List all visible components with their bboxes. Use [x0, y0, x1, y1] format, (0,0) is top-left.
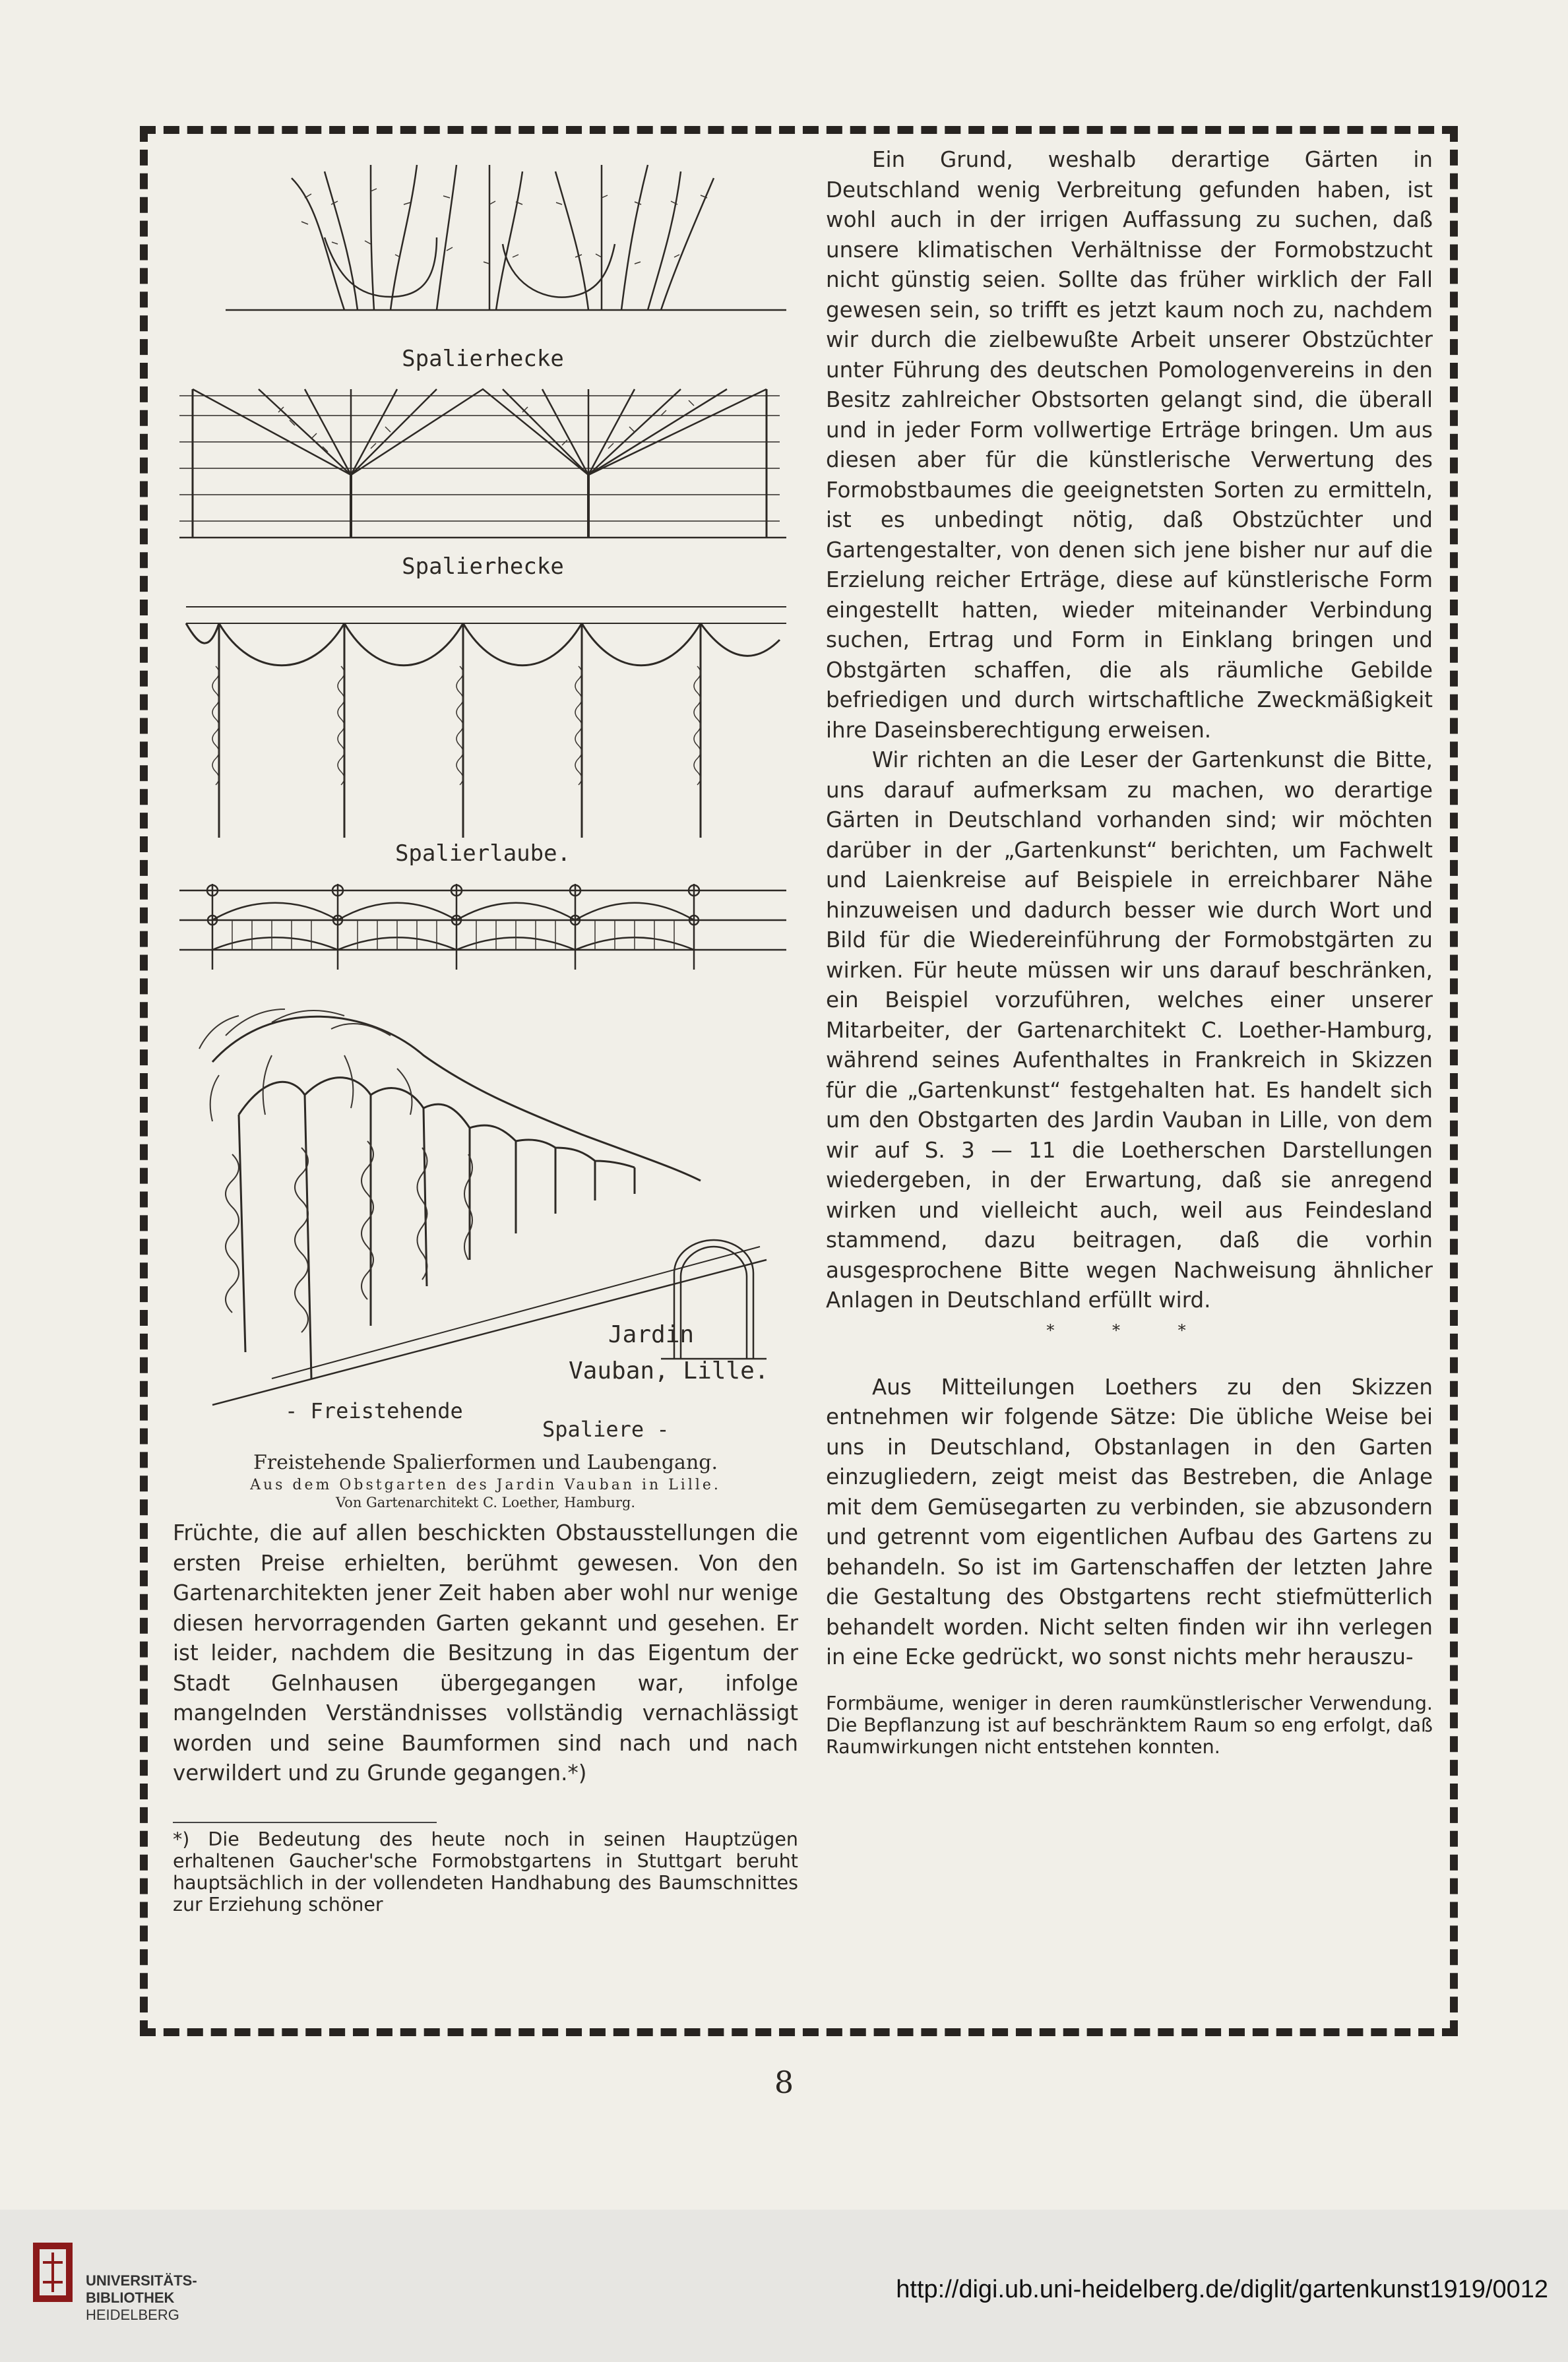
left-body-text: [173, 1518, 798, 1789]
source-url-link[interactable]: http://digi.ub.uni-heidelberg.de/diglit/gartenkunst1919/0012: [896, 2276, 1548, 2303]
right-paragraph-2: Wir richten an die Leser der Gartenkunst die Bitte, uns darauf aufmerksam zu machen, wo derartige Gärten in Deutschland vorhanden sind; wir möchten darüber in der „Gartenkunst“ berichten, um Fachwelt und Laienkreise auf Beispiele in erreichbarer Nähe hinzuweisen und dadurch besser wie durch Wort und Bild für die Wiedereinführung der Formobstgärten zu wirken. Für heute müssen wir uns darauf beschränken, ein Beispiel vorzuführen, welches einer unserer Mitarbeiter, der Gartenarchitekt C. Loether-Hamburg, während seines Aufenthaltes in Frankreich in Skizzen für die „Gartenkunst“ festgehalten hat. Es handelt sich um den Obstgarten des Jardin Vauban in Lille, von dem wir auf S. 3 — 11 die Loetherschen Darstellungen wiedergeben, in der Erwartung, daß sie anregend wirken und vielleicht auch, weil aus Feindesland stammend, dazu beitragen, daß die vorhin ausgesprochene Bitte wegen Nachweisung ähnlicher Anlagen in Deutschland erfüllt wird.: [826, 747, 1433, 1313]
trellis-fence-sketch: [173, 871, 798, 983]
left-footnote: *) Die Bedeutung des heute noch in seinen Hauptzügen erhaltenen Gaucher'sche Formobstgartens in Stuttgart beruht hauptsächlich in der vollendeten Handhabung des Baumschnittes zur Erziehung schöner: [173, 1828, 798, 1915]
spalierhecke-sketch-2: [173, 376, 798, 587]
page-number: 8: [774, 2065, 794, 2100]
label-freistehende: - Freistehende: [285, 1398, 463, 1423]
right-paragraph-3: Aus Mitteilungen Loethers zu den Skizzen entnehmen wir folgende Sätze: Die übliche Weise bei uns in Deutschland, Obstanlagen in den Garten einzugliedern, zeigt meist das Bestreben, die Anlage mit dem Gemüsegarten zu verbinden, sie abzusondern und getrennt vom eigentlichen Aufbau des Gartens zu behandeln. So ist im Gartenschaffen der letzten Jahre die Gestaltung des Obstgartens recht stiefmütterlich behandelt worden. Nicht selten finden wir ihn verlegen in eine Ecke gedrückt, wo sonst nichts mehr herauszu-: [826, 1374, 1433, 1669]
figure-caption-title: Freistehende Spalierformen und Laubengang.: [253, 1451, 718, 1474]
left-column: [173, 145, 798, 1915]
spalierlaube-sketch: [173, 587, 798, 871]
right-body-text: [826, 145, 1433, 1316]
label-spalierhecke-2: Spalierhecke: [402, 553, 564, 580]
label-spaliere: Spaliere -: [542, 1417, 670, 1442]
label-spalierhecke-1: Spalierhecke: [402, 346, 564, 372]
figure-caption-author: Von Gartenarchitekt C. Loether, Hamburg.: [335, 1495, 636, 1510]
library-line-1: UNIVERSITÄTS-: [86, 2272, 197, 2289]
library-line-2: BIBLIOTHEK: [86, 2289, 175, 2306]
label-jardin: Jardin: [608, 1321, 695, 1348]
right-paragraph-1: Ein Grund, weshalb derartige Gärten in Deutschland wenig Verbreitung gefunden haben, ist wohl auch in der irrigen Auffassung zu suchen, daß unsere klimatischen Verhältnisse der Formobstzucht nicht günstig seien. Sollte das früher wirklich der Fall gewesen sein, so trifft es jetzt kaum noch zu, nachdem wir durch die zielbewußte Arbeit unserer Obstzüchter unter Führung des deutschen Pomologenvereins in den Besitz zahlreicher Obstsorten gelangt sind, die überall und in jeder Form vollwertige Erträge bringen. Um aus diesen aber für die künstlerische Verwertung des Formobstbaumes die geeignetsten Sorten zu ermitteln, ist es unbedingt nötig, daß Obstzüchter und Gartengestalter, von denen sich jene bisher nur auf die Erzielung reicher Erträge, diese auf künstlerische Form eingestellt hatten, wieder miteinander Verbindung suchen, Ertrag und Form in Einklang bringen und Obstgärten schaffen, die als räumliche Gebilde befriedigen und durch wirtschaftliche Zweckmäßigkeit ihre Daseinsberechtigung erweisen.: [826, 147, 1433, 743]
laubengang-sketch: [173, 983, 798, 1445]
spalierhecke-sketch-1: [173, 145, 798, 376]
university-library-logo-icon: [26, 2216, 86, 2315]
illustration-plate: [173, 145, 798, 1445]
right-footnote: Formbäume, weniger in deren raumkünstlerischer Verwendung. Die Bepflanzung ist auf beschränktem Raum so eng erfolgt, daß Raumwirkungen nicht entstehen konnten.: [826, 1692, 1433, 1758]
label-vauban: Vauban, Lille.: [569, 1357, 769, 1384]
footnote-separator: [173, 1822, 437, 1823]
figure-caption-subtitle: Aus dem Obstgarten des Jardin Vauban in Lille.: [250, 1477, 721, 1493]
section-stars: * * *: [1046, 1321, 1212, 1340]
left-paragraph: Früchte, die auf allen beschickten Obstausstellungen die ersten Preise erhielten, berühmt gewesen. Von den Gartenarchitekten jener Zeit haben aber wohl nur wenige diesen hervorragenden Garten gekannt und gesehen. Er ist leider, nachdem die Besitzung in das Eigentum der Stadt Gelnhausen übergegangen war, infolge mangelnden Verständnisses vollständig vernachlässigt worden und seine Baumformen sind nach und nach verwildert und zu Grunde gegangen.*): [173, 1520, 798, 1786]
library-line-3: HEIDELBERG: [86, 2307, 179, 2323]
label-spalierlaube: Spalierlaube.: [394, 840, 571, 867]
library-name: [86, 2272, 197, 2324]
right-column: [826, 145, 1433, 1758]
right-body-text-2: [826, 1373, 1433, 1673]
